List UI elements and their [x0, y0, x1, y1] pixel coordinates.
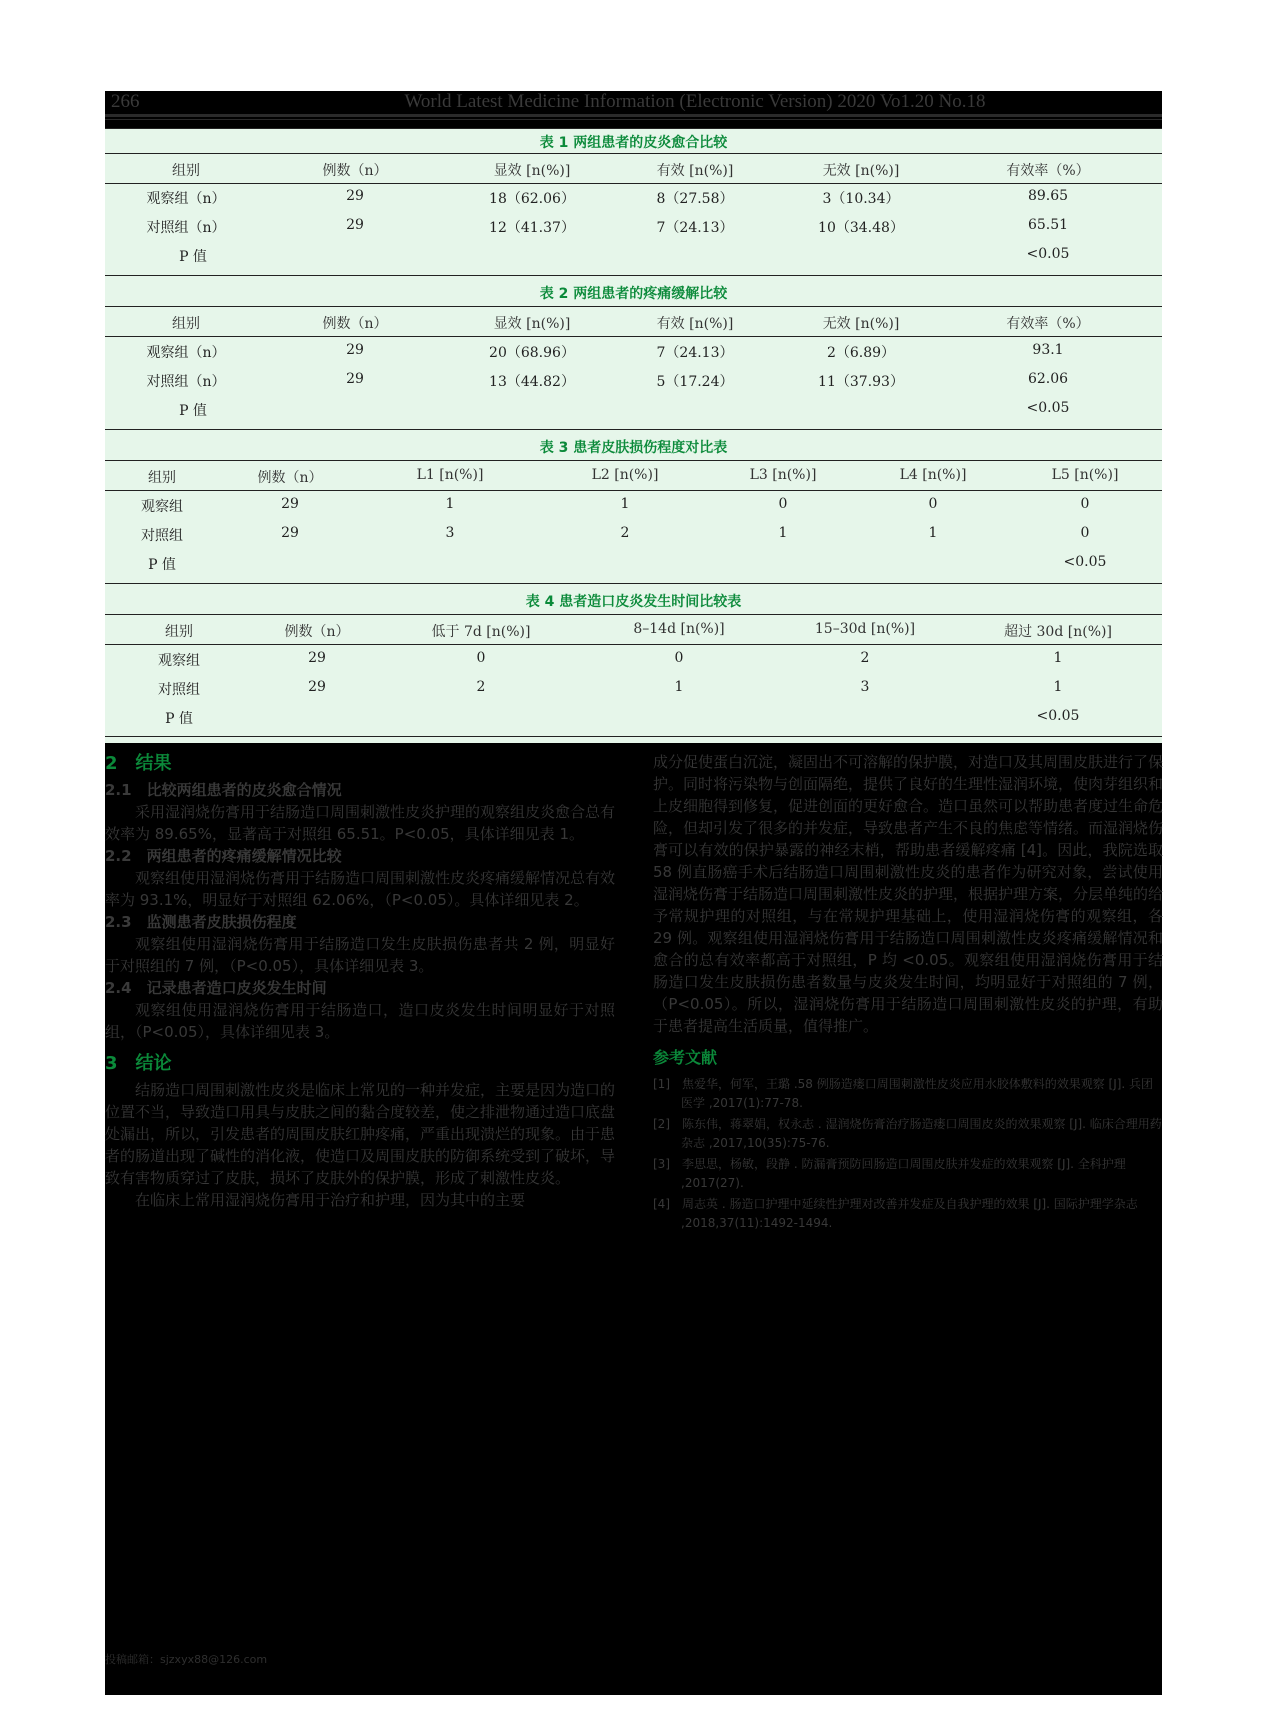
table-cell: 观察组（n） — [146, 191, 226, 207]
table-cell: 对照组 — [158, 682, 200, 698]
table-header-cell: 例数（n） — [322, 163, 388, 179]
table-header-cell: 有效率（%） — [1006, 163, 1090, 179]
table-cell: <0.05 — [1026, 400, 1070, 416]
right-column — [653, 751, 1163, 1235]
table-cell: 2 — [476, 679, 486, 695]
table-header-cell: L5 [n(%)] — [1051, 467, 1119, 483]
table-header-cell: 无效 [n(%)] — [822, 163, 900, 179]
table-cell: 93.1 — [1032, 342, 1064, 358]
reference-item: [1] 焦爱华，何军，王璐 .58 例肠造瘘口周围刺激性皮炎应用水胶体敷料的效果观察 [J]. 兵团医学 ,2017(1):77-78. — [653, 1077, 1154, 1110]
article-body — [105, 751, 1162, 1695]
table-cell: 10（34.48） — [818, 220, 904, 236]
table-cell: 29 — [346, 217, 364, 233]
table-header-cell: 超过 30d [n(%)] — [1004, 624, 1112, 640]
table-cell: 2 — [860, 650, 870, 666]
table-cell: 1 — [1053, 650, 1063, 666]
table-cell: 29 — [308, 679, 326, 695]
journal-title: World Latest Medicine Information (Electronic Version) 2020 Vo1.20 No.18 — [404, 91, 986, 112]
table-cell: 29 — [346, 342, 364, 358]
table-cell: 18（62.06） — [489, 191, 575, 207]
table-cell: 0 — [778, 496, 788, 512]
table-cell: 11（37.93） — [818, 374, 904, 390]
table-cell: 8（27.58） — [656, 191, 734, 207]
table-cell: P 值 — [179, 249, 207, 265]
table-cell: 对照组 — [141, 528, 183, 544]
table-cell: 12（41.37） — [489, 220, 575, 236]
header-rule-thick — [105, 114, 1162, 117]
table-cell: 3（10.34） — [822, 191, 900, 207]
table-cell: 1 — [928, 525, 938, 541]
paragraph: 观察组使用湿润烧伤膏用于结肠造口发生皮肤损伤患者共 2 例，明显好于对照组的 7 例，（P<0.05），具体详细见表 3。 — [105, 935, 615, 975]
table-cell: 1 — [445, 496, 455, 512]
table-cell: 1 — [1053, 679, 1063, 695]
table-cell: 1 — [674, 679, 684, 695]
table-header-cell: 例数（n） — [284, 624, 350, 640]
table-2-caption: 表 2 两组患者的疼痛缓解比较 — [539, 286, 728, 302]
table-cell: 1 — [620, 496, 630, 512]
tables-panel — [105, 128, 1162, 743]
table-cell: P 值 — [148, 557, 176, 573]
references-heading: 参考文献 — [653, 1048, 718, 1067]
table-cell: 观察组 — [141, 499, 183, 515]
table-cell: 65.51 — [1027, 217, 1069, 233]
table-header-cell: 组别 — [148, 470, 176, 486]
table-4-caption: 表 4 患者造口皮炎发生时间比较表 — [525, 594, 742, 610]
table-cell: 对照组（n） — [146, 374, 226, 390]
table-cell: 2（6.89） — [826, 345, 896, 361]
table-cell: 29 — [346, 371, 364, 387]
table-cell: 7（24.13） — [656, 345, 734, 361]
table-cell: P 值 — [165, 711, 193, 727]
paragraph: 成分促使蛋白沉淀，凝固出不可溶解的保护膜，对造口及其周围皮肤进行了保护。同时将污染物与创面隔绝，提供了良好的生理性湿润环境，使肉芽组织和上皮细胞得到修复，促进创面的更好愈合。造口虽然可以帮助患者度过生命危险，但却引发了很多的并发症，导致患者产生不良的焦虑等情绪。而湿润烧伤膏可以有效的保护暴露的神经末梢，帮助患者缓解疼痛 [4]。因此，我院选取 58 例直肠癌手术后结肠造口周围刺激性皮炎的患者作为研究对象，尝试使用湿润烧伤膏于结肠造口周围刺激性皮炎的护理，根据护理方案，分层单纯的给予常规护理的对照组，与在常规护理基础上，使用湿润烧伤膏的观察组，各 29 例。观察组使用湿润烧伤膏用于结肠造口周围刺激性皮炎疼痛缓解情况和愈合的总有效率都高于对照组，P 均 <0.05。观察组使用湿润烧伤膏用于结肠造口发生皮肤损伤患者数量与皮炎发生时间，均明显好于对照组的 7 例，（P<0.05）。所以，湿润烧伤膏用于结肠造口周围刺激性皮炎的护理，有助于患者提高生活质量，值得推广。 — [653, 753, 1164, 1035]
subsection-heading: 2.2 两组患者的疼痛缓解情况比较 — [105, 847, 342, 865]
reference-item: [4] 周志英 . 肠造口护理中延续性护理对改善并发症及自我护理的效果 [J]. 国际护理学杂志 ,2018,37(11):1492-1494. — [653, 1197, 1138, 1230]
table-cell: 7（24.13） — [656, 220, 734, 236]
table-cell: 29 — [308, 650, 326, 666]
table-header-cell: L2 [n(%)] — [591, 467, 659, 483]
table-cell: 对照组（n） — [146, 220, 226, 236]
table-cell: 观察组 — [158, 653, 200, 669]
table-3-caption: 表 3 患者皮肤损伤程度对比表 — [539, 440, 728, 456]
table-header-cell: 组别 — [172, 163, 200, 179]
table-cell: 3 — [445, 525, 455, 541]
subsection-heading: 2.4 记录患者造口皮炎发生时间 — [105, 979, 327, 997]
table-header-cell: 无效 [n(%)] — [822, 316, 900, 332]
paragraph: 观察组使用湿润烧伤膏用于结肠造口周围刺激性皮炎疼痛缓解情况总有效率为 93.1%，明显好于对照组 62.06%，（P<0.05）。具体详细见表 2。 — [105, 869, 616, 909]
table-header-cell: 例数（n） — [322, 316, 388, 332]
subsection-heading: 2.3 监测患者皮肤损伤程度 — [105, 913, 297, 931]
table-cell: 13（44.82） — [489, 374, 575, 390]
header-rule-thin — [105, 119, 1162, 120]
paragraph: 在临床上常用湿润烧伤膏用于治疗和护理，因为其中的主要 — [135, 1191, 526, 1209]
running-header — [105, 91, 1162, 113]
table-header-cell: 有效率（%） — [1006, 316, 1090, 332]
section-heading: 2 结果 — [105, 753, 172, 774]
table-cell: 20（68.96） — [489, 345, 575, 361]
paragraph: 结肠造口周围刺激性皮炎是临床上常见的一种并发症，主要是因为造口的位置不当，导致造口用具与皮肤之间的黏合度较差，使之排泄物通过造口底盘处漏出，所以，引发患者的周围皮肤红肿疼痛，严重出现溃烂的现象。由于患者的肠道出现了碱性的消化液，使造口及周围皮肤的防御系统受到了破坏，导致有害物质穿过了皮肤，损坏了皮肤外的保护膜，形成了刺激性皮炎。 — [105, 1081, 616, 1187]
table-1-caption: 表 1 两组患者的皮炎愈合比较 — [539, 135, 728, 151]
table-cell: P 值 — [179, 403, 207, 419]
table-cell: 0 — [476, 650, 486, 666]
left-column — [105, 751, 615, 1211]
table-header-cell: 低于 7d [n(%)] — [431, 624, 531, 640]
table-header-cell: L1 [n(%)] — [416, 467, 484, 483]
table-header-cell: 有效 [n(%)] — [656, 163, 734, 179]
table-cell: 2 — [620, 525, 630, 541]
subsection-heading: 2.1 比较两组患者的皮炎愈合情况 — [105, 781, 342, 799]
table-cell: 29 — [281, 525, 299, 541]
section-heading: 3 结论 — [105, 1053, 172, 1074]
paragraph: 采用湿润烧伤膏用于结肠造口周围刺激性皮炎护理的观察组皮炎愈合总有效率为 89.65%，显著高于对照组 65.51。P<0.05，具体详细见表 1。 — [105, 803, 616, 843]
table-cell: 62.06 — [1027, 371, 1069, 387]
table-cell: <0.05 — [1063, 554, 1107, 570]
table-header-cell: 例数（n） — [257, 470, 323, 486]
table-header-cell: 15–30d [n(%)] — [814, 621, 916, 637]
table-cell: 89.65 — [1027, 188, 1069, 204]
table-header-cell: 组别 — [165, 624, 193, 640]
table-header-cell: 显效 [n(%)] — [493, 163, 571, 179]
table-cell: 1 — [778, 525, 788, 541]
table-cell: <0.05 — [1036, 708, 1080, 724]
table-header-cell: L3 [n(%)] — [749, 467, 817, 483]
page-number: 266 — [111, 91, 140, 112]
table-cell: 3 — [860, 679, 870, 695]
submission-email: 投稿邮箱：sjzxyx88@126.com — [105, 1653, 268, 1666]
table-cell: 0 — [1080, 496, 1090, 512]
table-header-cell: 8–14d [n(%)] — [633, 621, 725, 637]
table-cell: 0 — [674, 650, 684, 666]
table-cell: <0.05 — [1026, 246, 1070, 262]
page — [105, 91, 1162, 1695]
table-cell: 29 — [346, 188, 364, 204]
table-header-cell: 显效 [n(%)] — [493, 316, 571, 332]
table-header-cell: 有效 [n(%)] — [656, 316, 734, 332]
table-cell: 0 — [928, 496, 938, 512]
paragraph: 观察组使用湿润烧伤膏用于结肠造口，造口皮炎发生时间明显好于对照组，（P<0.05），具体详细见表 3。 — [105, 1001, 615, 1041]
reference-item: [2] 陈东伟，蒋翠娟，权永志 . 湿润烧伤膏治疗肠造瘘口周围皮炎的效果观察 [J]. 临床合理用药杂志 ,2017,10(35):75-76. — [653, 1117, 1162, 1150]
table-cell: 0 — [1080, 525, 1090, 541]
table-cell: 5（17.24） — [656, 374, 734, 390]
table-cell: 观察组（n） — [146, 345, 226, 361]
reference-item: [3] 李思思，杨敏，段静 . 防漏膏预防回肠造口周围皮肤并发症的效果观察 [J]. 全科护理 ,2017(27). — [653, 1157, 1126, 1190]
table-header-cell: 组别 — [172, 316, 200, 332]
table-cell: 29 — [281, 496, 299, 512]
table-header-cell: L4 [n(%)] — [899, 467, 967, 483]
